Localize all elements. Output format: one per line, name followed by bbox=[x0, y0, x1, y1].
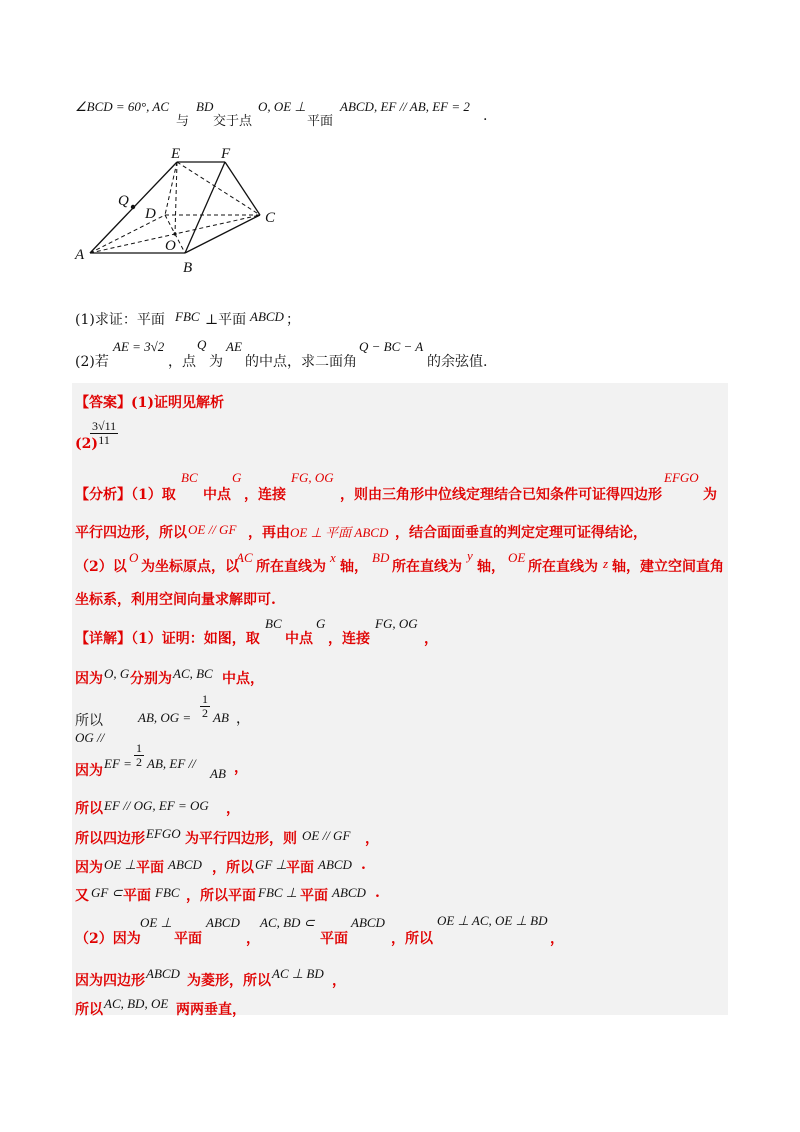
analysis-l3-m7: z bbox=[603, 556, 609, 571]
geometry-figure bbox=[70, 140, 300, 280]
analysis-l3-m1: O bbox=[129, 550, 139, 565]
analysis-l1-t5: 为 bbox=[703, 487, 717, 503]
detail-l9-m5: OE ⊥ AC, OE ⊥ BD bbox=[437, 913, 548, 928]
detail-l4-m2: AB, EF // bbox=[147, 756, 196, 771]
label-E: E bbox=[171, 146, 181, 162]
detail-l2-m1: O, G bbox=[104, 666, 130, 681]
detail-l10-t1: 因为四边形 bbox=[75, 973, 145, 989]
detail-l7-t1: 因为 bbox=[75, 860, 103, 876]
detail-l1-t3: ，连接 bbox=[328, 631, 370, 647]
intro-math-1: ∠BCD = 60°, AC bbox=[75, 99, 170, 114]
analysis-l3-t6: 轴， bbox=[477, 559, 505, 575]
analysis-l3-m6: OE bbox=[508, 550, 526, 565]
detail-l6-t2: 为平行四边形，则 bbox=[185, 831, 297, 847]
q2-math-1: AE = 3√2 bbox=[113, 339, 165, 354]
detail-l9-t2: 平面 bbox=[174, 931, 202, 947]
analysis-l3-m5: y bbox=[467, 548, 473, 563]
detail-l8-m1: GF ⊂ bbox=[91, 885, 123, 900]
analysis-l3-m3: x bbox=[330, 550, 336, 565]
q2-text-2: 为 bbox=[209, 354, 223, 370]
q2-text-1: ，点 bbox=[168, 354, 196, 370]
detail-l5-m1: EF // OG, EF = OG bbox=[104, 798, 209, 813]
detail-l9-t6: ， bbox=[550, 931, 564, 947]
analysis-l3-m4: BD bbox=[372, 550, 390, 565]
detail-l3-m2: AB, OG = bbox=[138, 710, 192, 725]
analysis-l1-m1: BC bbox=[181, 470, 198, 485]
detail-l4-m1: EF = bbox=[104, 756, 132, 771]
q1-math-1: FBC bbox=[175, 309, 200, 324]
analysis-l3-t4: 轴， bbox=[340, 559, 368, 575]
detail-l3-frac-num: 1 bbox=[202, 692, 208, 706]
analysis-l2-t3: ，结合面面垂直的判定定理可证得结论， bbox=[395, 525, 647, 541]
detail-l9-m3: AC, BD ⊂ bbox=[260, 915, 315, 930]
analysis-l1-m3: FG, OG bbox=[291, 470, 334, 485]
detail-l1-t1: 【详解】（1）证明：如图，取 bbox=[75, 631, 260, 647]
q2-text-4: 的余弦值. bbox=[427, 354, 488, 370]
detail-l10-m2: AC ⊥ BD bbox=[272, 966, 324, 981]
answer-part2-prefix: (2) bbox=[75, 436, 98, 452]
detail-l3-t2: ， bbox=[236, 711, 250, 727]
detail-l1-m3: FG, OG bbox=[375, 616, 418, 631]
detail-l7-t2: 平面 bbox=[136, 860, 164, 876]
detail-l3-frac bbox=[200, 693, 210, 720]
analysis-l3-t7: 所在直线为 bbox=[528, 559, 598, 575]
edge-FB bbox=[185, 162, 225, 253]
answer-frac-den: 11 bbox=[98, 433, 110, 447]
label-O: O bbox=[165, 238, 176, 254]
detail-l9-t1: （2）因为 bbox=[75, 931, 141, 947]
analysis-l1-t2: 中点 bbox=[203, 487, 231, 503]
q1-suffix: ； bbox=[286, 312, 300, 328]
detail-l10-t3: ， bbox=[332, 973, 346, 989]
q2-math-3: AE bbox=[226, 339, 242, 354]
detail-l8-t1: 又 bbox=[75, 888, 89, 904]
detail-l7-m2: ABCD bbox=[168, 857, 202, 872]
edge-EC bbox=[177, 162, 260, 215]
detail-l8-m3: FBC ⊥ bbox=[258, 885, 298, 900]
detail-l9-m4: ABCD bbox=[351, 915, 385, 930]
analysis-l1-t1: 【分析】（1）取 bbox=[75, 487, 176, 503]
label-F: F bbox=[221, 146, 231, 162]
detail-l8-t3: ，所以平面 bbox=[186, 888, 256, 904]
edge-BC bbox=[185, 215, 260, 253]
analysis-l1-m4: EFGO bbox=[664, 470, 699, 485]
detail-l11-t1: 所以 bbox=[75, 1002, 103, 1018]
analysis-l1-t4: ，则由三角形中位线定理结合已知条件可证得四边形 bbox=[340, 487, 662, 503]
intro-period: . bbox=[483, 108, 488, 124]
detail-l6-m2: OE // GF bbox=[302, 828, 351, 843]
detail-l7-m4: ABCD bbox=[318, 857, 352, 872]
detail-l6-t1: 所以四边形 bbox=[75, 831, 145, 847]
detail-l1-t2: 中点 bbox=[285, 631, 313, 647]
point-O bbox=[173, 232, 176, 235]
intro-math-2: BD bbox=[196, 99, 214, 114]
q1-mid: ⊥平面 bbox=[205, 312, 247, 328]
detail-l8-t4: 平面 bbox=[300, 888, 328, 904]
analysis-l2-t2: ，再由 bbox=[248, 525, 290, 541]
analysis-l3-t5: 所在直线为 bbox=[392, 559, 462, 575]
detail-l6-t3: ， bbox=[365, 831, 379, 847]
detail-l8-m4: ABCD bbox=[332, 885, 366, 900]
q2-prefix: (2)若 bbox=[75, 354, 109, 370]
detail-l3-m3: AB bbox=[213, 710, 229, 725]
edge-FC bbox=[225, 162, 260, 215]
answer-frac-num: 3√11 bbox=[92, 419, 117, 433]
detail-l7-t5: . bbox=[361, 857, 366, 873]
detail-l4-frac-den: 2 bbox=[136, 755, 142, 769]
detail-l2-t2: 分别为 bbox=[130, 671, 172, 687]
detail-l9-t3: ， bbox=[246, 931, 260, 947]
label-Q: Q bbox=[118, 193, 129, 209]
detail-l11-t2: 两两垂直， bbox=[176, 1002, 246, 1018]
detail-l1-m2: G bbox=[316, 616, 326, 631]
q2-math-4: Q − BC − A bbox=[359, 339, 424, 354]
intro-text-1: 与 bbox=[176, 114, 190, 129]
point-Q bbox=[131, 205, 135, 209]
detail-l9-m2: ABCD bbox=[206, 915, 240, 930]
detail-l11-m1: AC, BD, OE bbox=[104, 996, 169, 1011]
edge-ED bbox=[165, 162, 177, 215]
detail-l4-frac bbox=[134, 742, 144, 769]
detail-l9-m1: OE ⊥ bbox=[140, 915, 172, 930]
detail-l2-t1: 因为 bbox=[75, 671, 103, 687]
detail-l4-m3: AB bbox=[210, 766, 226, 781]
analysis-l2-m2: OE ⊥ 平面 ABCD bbox=[290, 525, 389, 540]
answer-fraction bbox=[90, 420, 118, 447]
detail-l4-frac-num: 1 bbox=[136, 741, 142, 755]
analysis-l2-t1: 平行四边形，所以 bbox=[75, 525, 187, 541]
analysis-l1-m2: G bbox=[232, 470, 242, 485]
q1-math-2: ABCD bbox=[250, 309, 284, 324]
analysis-l3-t3: 所在直线为 bbox=[256, 559, 326, 575]
label-D: D bbox=[145, 206, 156, 222]
analysis-l3-t1: （2）以 bbox=[75, 559, 127, 575]
detail-l7-m1: OE ⊥ bbox=[104, 857, 136, 872]
edge-EO bbox=[175, 162, 177, 234]
label-C: C bbox=[265, 210, 276, 226]
analysis-l3-m2: AC bbox=[236, 550, 253, 565]
analysis-l1-t3: ，连接 bbox=[244, 487, 286, 503]
intro-text-3: 平面 bbox=[307, 114, 334, 129]
detail-l3-m1: OG // bbox=[75, 730, 105, 745]
q2-math-2: Q bbox=[197, 337, 207, 352]
q2-text-3: 的中点，求二面角 bbox=[245, 354, 357, 370]
detail-l1-t4: ， bbox=[424, 631, 438, 647]
analysis-l2-m1: OE // GF bbox=[188, 522, 237, 537]
detail-l7-t3: ，所以 bbox=[212, 860, 254, 876]
detail-l9-t4: 平面 bbox=[320, 931, 348, 947]
intro-text-2: 交于点 bbox=[213, 114, 253, 129]
detail-l3-frac-den: 2 bbox=[202, 706, 208, 720]
intro-math-4: ABCD, EF // AB, EF = 2 bbox=[340, 99, 470, 114]
detail-l4-t1: 因为 bbox=[75, 763, 103, 779]
analysis-l3-t8: 轴，建立空间直角 bbox=[612, 559, 724, 575]
detail-l9-t5: ，所以 bbox=[391, 931, 433, 947]
detail-l3-t1: 所以 bbox=[75, 713, 103, 729]
detail-l8-m2: FBC bbox=[155, 885, 180, 900]
detail-l2-m2: AC, BC bbox=[173, 666, 213, 681]
detail-l8-t5: . bbox=[375, 885, 380, 901]
answer-label: 【答案】(1)证明见解析 bbox=[75, 395, 224, 411]
analysis-l4: 坐标系，利用空间向量求解即可. bbox=[75, 592, 276, 608]
detail-l2-t3: 中点， bbox=[222, 671, 264, 687]
detail-l10-m1: ABCD bbox=[146, 966, 180, 981]
detail-l5-t1: 所以 bbox=[75, 801, 103, 817]
analysis-l3-t2: 为坐标原点，以 bbox=[141, 559, 239, 575]
label-B: B bbox=[183, 260, 193, 276]
detail-l4-t2: ， bbox=[234, 760, 248, 776]
detail-l1-m1: BC bbox=[265, 616, 282, 631]
detail-l8-t2: 平面 bbox=[123, 888, 151, 904]
detail-l7-m3: GF ⊥ bbox=[255, 857, 287, 872]
intro-math-3: O, OE ⊥ bbox=[258, 99, 306, 114]
detail-l7-t4: 平面 bbox=[286, 860, 314, 876]
detail-l5-t2: ， bbox=[226, 801, 240, 817]
detail-l10-t2: 为菱形，所以 bbox=[187, 973, 271, 989]
label-A: A bbox=[75, 247, 85, 263]
detail-l6-m1: EFGO bbox=[146, 826, 181, 841]
q1-prefix: (1)求证：平面 bbox=[75, 312, 165, 328]
